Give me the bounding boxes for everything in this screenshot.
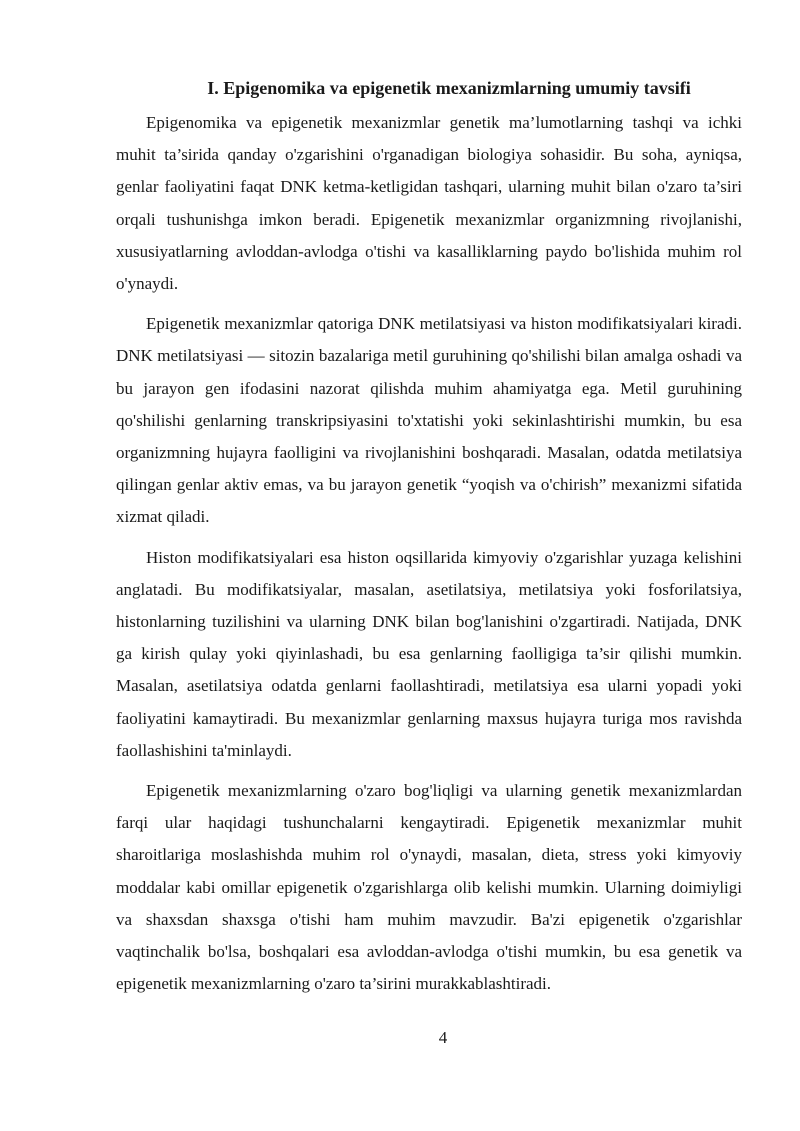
paragraph-3: Histon modifikatsiyalari esa histon oqsillarida kimyoviy o'zgarishlar yuzaga kelishini anglatadi. Bu modifikatsiyalar, masalan, asetilatsiya, metilatsiya yoki fosforilatsiya, histonlarning tuzilishini va ularning DNK bilan bog'lanishini o'zgartiradi. Natijada, DNK ga kirish qulay yoki qiyinlashadi, bu esa genlarning faolligiga ta’sir qilishi mumkin. Masalan, asetilatsiya odatda genlarni faollashtiradi, metilatsiya esa ularni yopadi yoki faoliyatini kamaytiradi. Bu mexanizmlar genlarning maxsus hujayra turiga mos ravishda faollashishini ta'minlaydi. [116,547,742,760]
paragraph-2: Epigenetik mexanizmlar qatoriga DNK metilatsiyasi va histon modifikatsiyalari kiradi. DNK metilatsiyasi — sitozin bazalariga metil guruhining qo'shilishi bilan amalga oshadi va bu jarayon gen ifodasini nazorat qilishda muhim ahamiyatga ega. Metil guruhining qo'shilishi genlarning transkripsiyasini to'xtatishi yoki sekinlashtirishi mumkin, bu esa organizmning hujayra faolligini va rivojlanishini boshqaradi. Masalan, odatda metilatsiya qilingan genlar aktiv emas, va bu jarayon genetik “yoqish va o'chirish” mexanizmi sifatida xizmat qiladi. [116,314,742,527]
paragraph-4: Epigenetik mexanizmlarning o'zaro bog'liqligi va ularning genetik mexanizmlardan farqi ular haqidagi tushunchalarni kengaytiradi. Epigenetik mexanizmlar muhit sharoitlariga moslashishda muhim rol o'ynaydi, masalan, dieta, stress yoki kimyoviy moddalar kabi omillar epigenetik o'zgarishlarga olib kelishi mumkin. Ularning doimiyligi va shaxsdan shaxsga o'tishi ham muhim mavzudir. Ba'zi epigenetik o'zgarishlar vaqtinchalik bo'lsa, boshqalari esa avloddan-avlodga o'tishi mumkin, bu esa genetik va epigenetik mexanizmlarning o'zaro ta’sirini murakkablashtiradi. [116,781,742,994]
page-content [116,75,742,1008]
page-number: 4 [438,1028,448,1047]
paragraph-1: Epigenomika va epigenetik mexanizmlar genetik ma’lumotlarning tashqi va ichki muhit ta’sirida qanday o'zgarishini o'rganadigan biologiya sohasidir. Bu soha, ayniqsa, genlar faoliyatini faqat DNK ketma-ketligidan tashqari, ularning muhit bilan o'zaro ta’siri orqali tushunishga imkon beradi. Epigenetik mexanizmlar organizmning rivojlanishi, xususiyatlarning avloddan-avlodga o'tishi va kasalliklarning paydo bo'lishida muhim rol o'ynaydi. [116,113,742,294]
section-heading: I. Epigenomika va epigenetik mexanizmlarning umumiy tavsifi [207,78,691,98]
